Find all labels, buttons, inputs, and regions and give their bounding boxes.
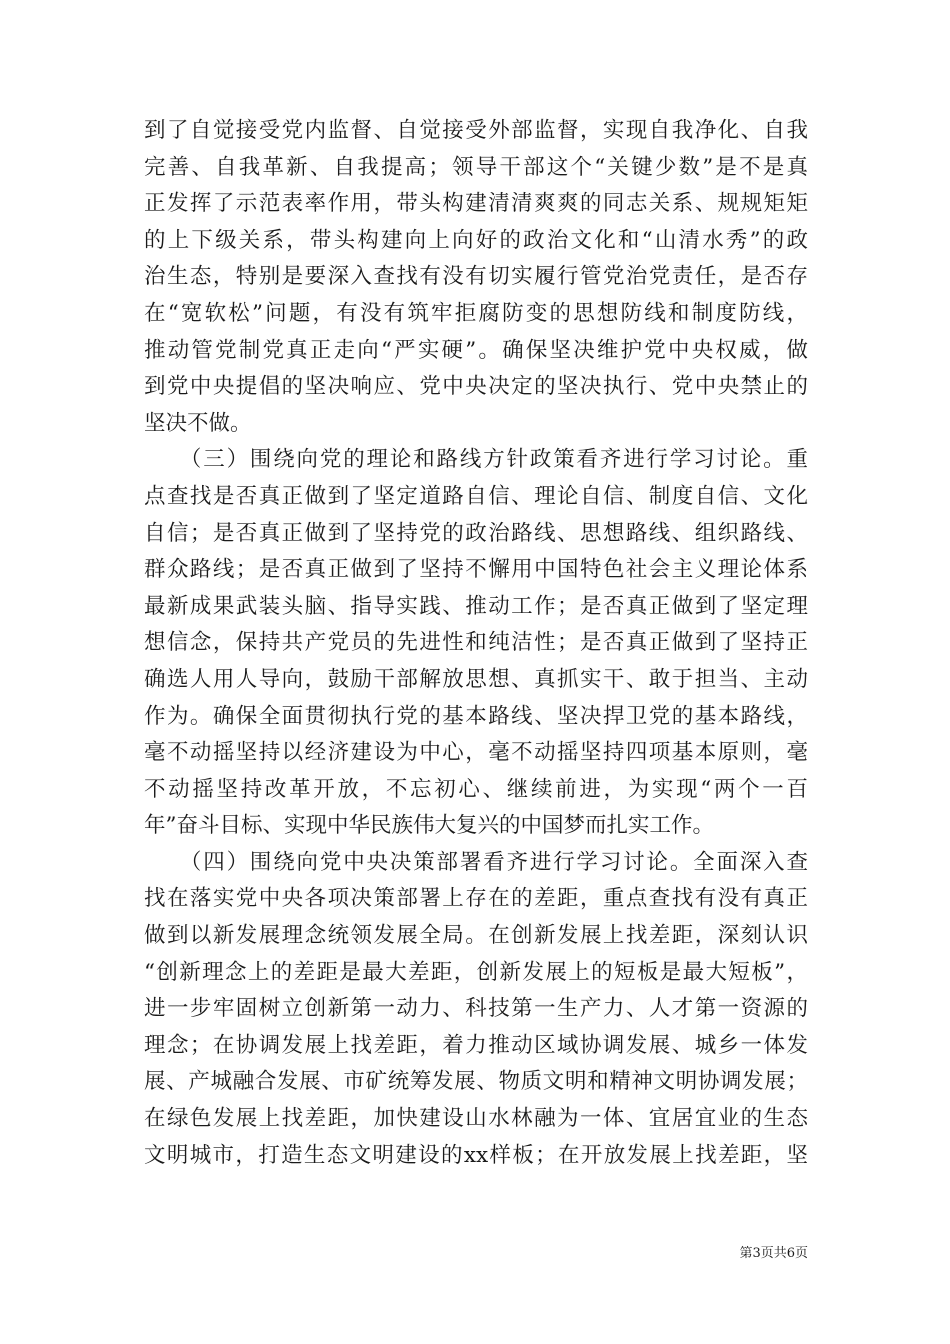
page-number: 第3页共6页 xyxy=(739,1246,808,1261)
text-line: 群众路线；是否真正做到了坚持不懈用中国特色社会主义理论体系 xyxy=(144,557,808,583)
text-line: 到党中央提倡的坚决响应、党中央决定的坚决执行、党中央禁止的 xyxy=(144,374,808,400)
text-line: 自信；是否真正做到了坚持党的政治路线、思想路线、组织路线、 xyxy=(144,520,808,546)
text-line: “创新理念上的差距是最大差距，创新发展上的短板是最大短板”， xyxy=(144,959,808,985)
text-line: 正发挥了示范表率作用，带头构建清清爽爽的同志关系、规规矩矩 xyxy=(144,191,808,217)
text-line: 作为。确保全面贯彻执行党的基本路线、坚决捍卫党的基本路线， xyxy=(144,703,808,729)
body-text xyxy=(144,113,808,1174)
text-line: 理念；在协调发展上找差距，着力推动区域协调发展、城乡一体发 xyxy=(144,1032,808,1058)
text-line: 展、产城融合发展、市矿统筹发展、物质文明和精神文明协调发展； xyxy=(144,1069,808,1095)
text-line: 做到以新发展理念统领发展全局。在创新发展上找差距，深刻认识 xyxy=(144,923,808,949)
text-line: 坚决不做。 xyxy=(144,410,252,436)
text-line: 最新成果武装头脑、指导实践、推动工作；是否真正做到了坚定理 xyxy=(144,593,808,619)
text-line: 在绿色发展上找差距，加快建设山水林融为一体、宜居宜业的生态 xyxy=(144,1106,808,1132)
text-line: 不动摇坚持改革开放，不忘初心、继续前进，为实现“两个一百 xyxy=(144,776,808,802)
text-line: 想信念，保持共产党员的先进性和纯洁性；是否真正做到了坚持正 xyxy=(144,630,808,656)
text-line: 治生态，特别是要深入查找有没有切实履行管党治党责任，是否存 xyxy=(144,264,808,290)
text-line: 年”奋斗目标、实现中华民族伟大复兴的中国梦而扎实工作。 xyxy=(144,813,714,839)
text-line: 确选人用人导向，鼓励干部解放思想、真抓实干、敢于担当、主动 xyxy=(144,666,808,692)
text-line: 毫不动摇坚持以经济建设为中心，毫不动摇坚持四项基本原则，毫 xyxy=(144,740,808,766)
text-line: 完善、自我革新、自我提高；领导干部这个“关键少数”是不是真 xyxy=(144,154,808,180)
text-line: 文明城市，打造生态文明建设的xx样板；在开放发展上找差距，坚 xyxy=(144,1142,808,1168)
text-line: 找在落实党中央各项决策部署上存在的差距，重点查找有没有真正 xyxy=(144,886,808,912)
text-line: 在“宽软松”问题，有没有筑牢拒腐防变的思想防线和制度防线， xyxy=(144,300,808,326)
text-line: （三）围绕向党的理论和路线方针政策看齐进行学习讨论。重 xyxy=(144,447,808,473)
text-line: 点查找是否真正做到了坚定道路自信、理论自信、制度自信、文化 xyxy=(144,483,808,509)
text-line: 推动管党制党真正走向“严实硬”。确保坚决维护党中央权威，做 xyxy=(144,337,808,363)
text-line: 的上下级关系，带头构建向上向好的政治文化和“山清水秀”的政 xyxy=(144,227,808,253)
text-line: 到了自觉接受党内监督、自觉接受外部监督，实现自我净化、自我 xyxy=(144,118,808,143)
text-line: （四）围绕向党中央决策部署看齐进行学习讨论。全面深入查 xyxy=(144,849,808,875)
text-line: 进一步牢固树立创新第一动力、科技第一生产力、人才第一资源的 xyxy=(144,996,808,1022)
